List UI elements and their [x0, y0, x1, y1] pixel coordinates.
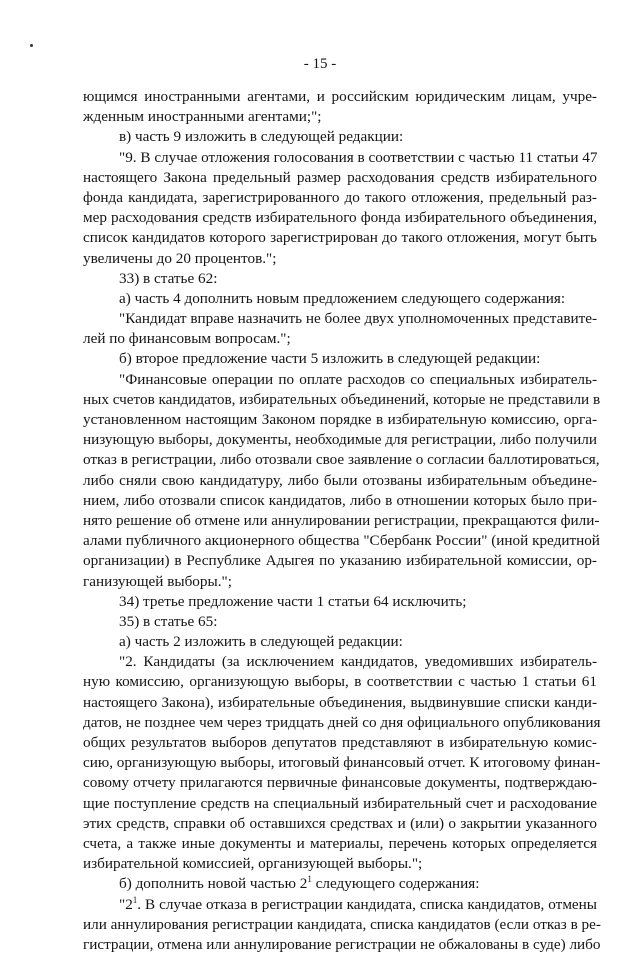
text-line-content: датов, не позднее чем через тридцать дней со дня официального опубликования — [83, 713, 601, 731]
text-line — [83, 168, 597, 188]
text-line-content: ную комиссию, организующую выборы, в соответствии с частью 1 статьи 61 — [83, 673, 597, 691]
text-line — [83, 269, 597, 289]
text-line-content: сию, организующую выборы, итоговый финансовый отчет. К итоговому финан- — [83, 754, 601, 772]
text-line — [83, 652, 597, 672]
text-line-content: а) часть 2 изложить в следующей редакции: — [119, 633, 403, 651]
text-line-content: 34) третье предложение части 1 статьи 64 исключить; — [119, 592, 467, 610]
text-line — [83, 511, 600, 531]
text-line-content: ющимся иностранными агентами, и российским юридическим лицам, учре- — [83, 88, 597, 105]
text-line — [83, 834, 597, 854]
text-line — [83, 471, 597, 491]
text-line — [83, 390, 601, 410]
text-line — [83, 592, 597, 612]
document-body — [83, 87, 601, 955]
text-line — [83, 693, 597, 713]
text-line — [83, 672, 597, 692]
text-line-content: "9. В случае отложения голосования в соответствии с частью 11 статьи 47 — [119, 148, 598, 166]
text-line-content: список кандидатов которого зарегистрирован до такого отложения, могут быть — [83, 229, 597, 247]
text-line — [83, 329, 597, 349]
text-line-content: настоящего Закона), избирательные объединения, выдвинувшие списки канди- — [83, 693, 597, 711]
text-line-content: нием, либо отозвали список кандидатов, либо в отношении которых было при- — [83, 491, 597, 509]
text-line-content: 33) в статье 62: — [119, 269, 218, 287]
text-line-content: мер расходования средств избирательного фонда избирательного объединения, — [83, 209, 597, 227]
text-line-content: 35) в статье 65: — [119, 612, 218, 630]
text-line-content: общих результатов выборов депутатов представляют в избирательную комис- — [83, 734, 597, 751]
text-line — [83, 854, 597, 874]
text-line — [83, 753, 601, 773]
text-line-content: щие поступление средств на специальный избирательный счет и расходование — [83, 794, 597, 812]
text-line — [83, 87, 597, 107]
text-line-content: настоящего Закона предельный размер расходования средств избирательного — [83, 168, 597, 186]
text-line — [83, 249, 597, 269]
text-line — [83, 228, 597, 248]
text-line-content: жденным иностранными агентами;"; — [83, 108, 322, 126]
page-number: - 15 - — [303, 56, 337, 72]
text-line — [83, 491, 597, 511]
text-line — [83, 794, 597, 814]
text-line — [83, 208, 597, 228]
text-line-content: б) дополнить новой частью 2 — [119, 875, 308, 893]
text-line — [83, 430, 597, 450]
text-line — [83, 814, 597, 834]
text-line-content: отказ в регистрации, либо отозвали свое заявление о согласии баллотироваться, — [83, 451, 600, 469]
text-line-content: счета, а также иные документы и материалы, перечень которых определяется — [83, 834, 597, 852]
text-line-content: а) часть 4 дополнить новым предложением следующего содержания: — [119, 289, 566, 307]
text-line — [83, 773, 597, 793]
scan-speck — [30, 44, 33, 47]
text-line — [83, 127, 597, 147]
text-line — [83, 531, 600, 551]
text-line-content: в) часть 9 изложить в следующей редакции: — [119, 128, 404, 146]
text-line-content: гистрации, отмена или аннулирование регистрации не обжалованы в суде) либо — [83, 935, 601, 953]
text-line — [83, 733, 597, 753]
superscript: 1 — [307, 874, 312, 885]
text-line — [83, 188, 597, 208]
text-line-content: лей по финансовым вопросам."; — [83, 330, 291, 348]
text-line — [83, 935, 601, 955]
superscript: 1 — [132, 894, 138, 905]
text-line-content: "2. Кандидаты (за исключением кандидатов, уведомивших избиратель- — [119, 653, 597, 671]
text-line-content: избирательной комиссией, организующей выборы."; — [83, 855, 423, 873]
text-line-content: увеличены до 20 процентов."; — [83, 249, 277, 267]
text-line — [83, 915, 601, 935]
text-line-content: алами публичного акционерного общества "Сбербанк России" (иной кредитной — [83, 532, 600, 550]
text-line-continuation: следующего содержания: — [311, 875, 480, 893]
text-line — [83, 450, 600, 470]
text-line-content: "2 — [119, 895, 133, 913]
text-line-content: или аннулирования регистрации кандидата, списка кандидатов (если отказ в ре- — [83, 915, 601, 933]
text-line — [83, 572, 597, 592]
text-line — [83, 107, 597, 127]
text-line — [83, 309, 597, 329]
text-line-content: низующую выборы, документы, необходимые для регистрации, либо получили — [83, 431, 597, 449]
text-line — [83, 551, 597, 571]
text-line — [83, 874, 597, 894]
text-line — [83, 289, 597, 309]
text-line — [83, 713, 601, 733]
text-line — [83, 612, 597, 632]
text-line — [83, 370, 597, 390]
text-line-content: совому отчету прилагаются первичные финансовые документы, подтверждаю- — [83, 774, 597, 792]
text-line-content: ганизующей выборы."; — [83, 572, 232, 590]
text-line-content: фонда кандидата, зарегистрированного до такого отложения, предельный раз- — [83, 188, 597, 206]
text-line-content: либо сняли свою кандидатуру, либо были отозваны избирательным объедине- — [83, 471, 597, 489]
text-line-content: этих средств, справки об оставшихся средствах и (или) о закрытии указанного — [83, 814, 597, 832]
text-line — [83, 632, 597, 652]
text-line — [83, 349, 597, 369]
text-line-content: ных счетов кандидатов, избирательных объединений, которые не представили в — [83, 390, 601, 408]
text-line — [83, 148, 597, 168]
text-line-content: "Финансовые операции по оплате расходов со специальных избиратель- — [119, 370, 597, 388]
text-line-content: "Кандидат вправе назначить не более двух уполномоченных представите- — [119, 310, 598, 328]
text-line-content: нято решение об отмене или аннулировании регистрации, прекращаются фили- — [83, 511, 600, 529]
text-line-content: б) второе предложение части 5 изложить в следующей редакции: — [119, 350, 541, 368]
text-line-continuation: . В случае отказа в регистрации кандидата, списка кандидатов, отмены — [137, 895, 597, 913]
text-line — [83, 410, 597, 430]
text-line-content: организации) в Республике Адыгея по указанию избирательной комиссии, ор- — [83, 552, 597, 570]
text-line-content: установленном настоящим Законом порядке в избирательную комиссию, орга- — [83, 411, 597, 428]
